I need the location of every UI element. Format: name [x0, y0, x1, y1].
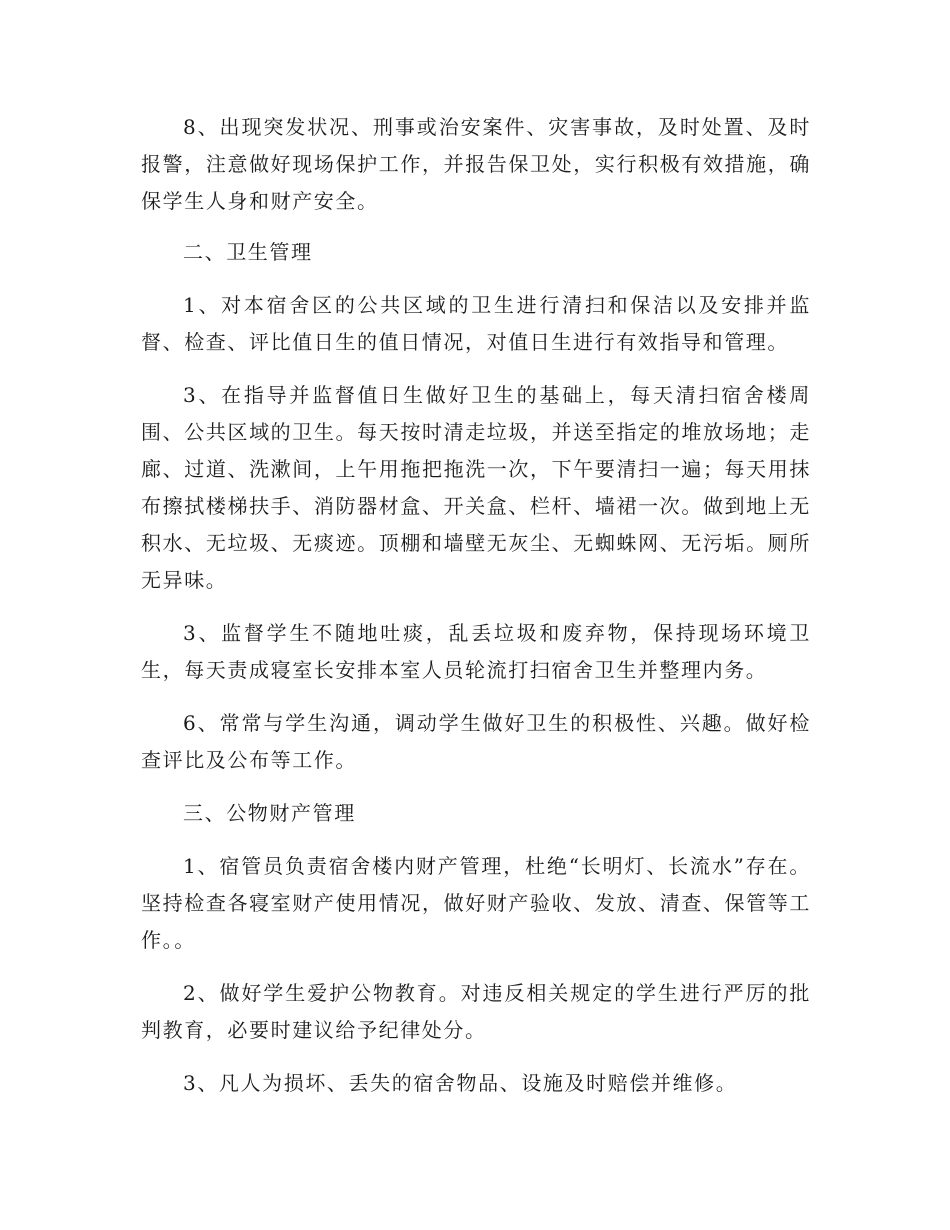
paragraph-property-management: 1、宿管员负责宿舍楼内财产管理，杜绝“长明灯、长流水”存在。坚持检查各寝室财产使用情况，做好财产验收、发放、清查、保管等工作。。 — [141, 854, 811, 952]
section-heading-property: 三、公物财产管理 — [183, 801, 356, 825]
paragraph-supervise-students: 3、监督学生不随地吐痰，乱丢垃圾和废弃物，保持现场环境卫生，每天责成寝室长安排本室人员轮流打扫宿舍卫生并整理内务。 — [141, 621, 811, 682]
paragraph-property-education: 2、做好学生爱护公物教育。对违反相关规定的学生进行严厉的批判教育，必要时建议给予纪律处分。 — [141, 981, 811, 1042]
paragraph-damage-compensation: 3、凡人为损坏、丢失的宿舍物品、设施及时赔偿并维修。 — [183, 1071, 738, 1095]
paragraph-public-area-cleaning: 1、对本宿舍区的公共区域的卫生进行清扫和保洁以及安排并监督、检查、评比值日生的值日情况，对值日生进行有效指导和管理。 — [141, 293, 811, 354]
section-heading-hygiene: 二、卫生管理 — [183, 240, 313, 264]
paragraph-emergency-handling: 8、出现突发状况、刑事或治安案件、灾害事故，及时处置、及时报警，注意做好现场保护工作，并报告保卫处，实行积极有效措施，确保学生人身和财产安全。 — [141, 115, 811, 213]
paragraph-daily-cleaning: 3、在指导并监督值日生做好卫生的基础上，每天清扫宿舍楼周围、公共区域的卫生。每天按时清走垃圾，并送至指定的堆放场地；走廊、过道、洗漱间，上午用拖把拖洗一次，下午要清扫一遍；每天用抹布擦拭楼梯扶手、消防器材盒、开关盒、栏杆、墙裙一次。做到地上无积水、无垃圾、无痰迹。顶棚和墙壁无灰尘、无蜘蛛网、无污垢。厕所无异味。 — [141, 383, 811, 592]
paragraph-communicate-students: 6、常常与学生沟通，调动学生做好卫生的积极性、兴趣。做好检查评比及公布等工作。 — [141, 711, 811, 772]
